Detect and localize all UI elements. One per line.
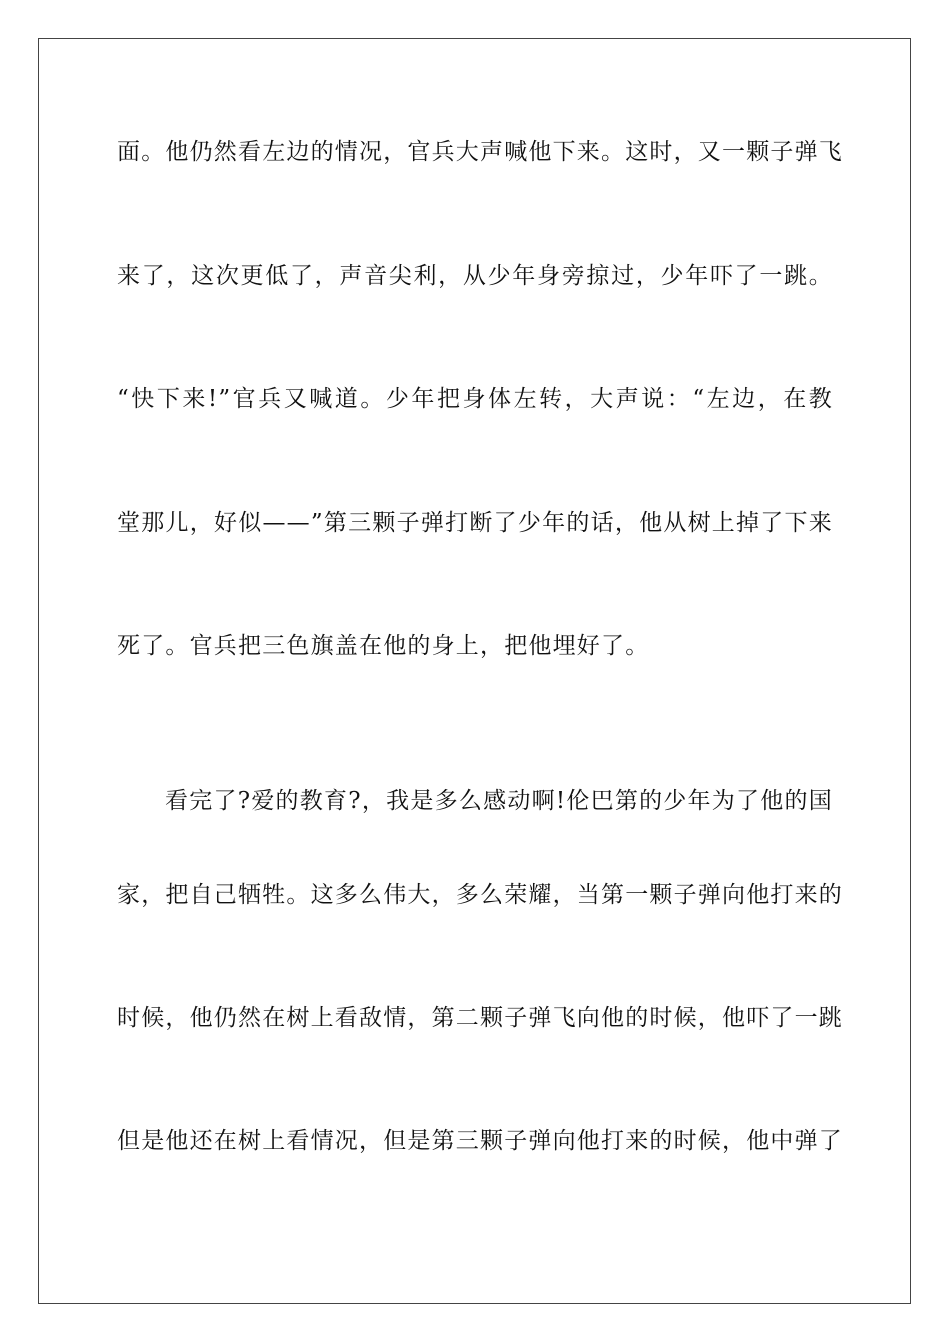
- text-line: 堂那儿，好似——”第三颗子弹打断了少年的话，他从树上掉了下来: [117, 510, 833, 536]
- text-line: 看完了?爱的教育?，我是多么感动啊!伦巴第的少年为了他的国: [165, 788, 833, 814]
- text-line: 来了，这次更低了，声音尖利，从少年身旁掠过，少年吓了一跳。: [117, 263, 833, 289]
- text-line: “快下来!”官兵又喊道。少年把身体左转，大声说：“左边，在教: [117, 386, 833, 412]
- text-line: 家，把自己牺牲。这多么伟大，多么荣耀，当第一颗子弹向他打来的: [117, 882, 843, 908]
- text-line: 时候，他仍然在树上看敌情，第二颗子弹飞向他的时候，他吓了一跳: [117, 1005, 843, 1031]
- page-border: [38, 38, 911, 1304]
- text-line: 面。他仍然看左边的情况，官兵大声喊他下来。这时，又一颗子弹飞: [117, 139, 843, 165]
- text-line: 死了。官兵把三色旗盖在他的身上，把他埋好了。: [117, 633, 650, 659]
- text-line: 但是他还在树上看情况，但是第三颗子弹向他打来的时候，他中弹了: [117, 1128, 843, 1154]
